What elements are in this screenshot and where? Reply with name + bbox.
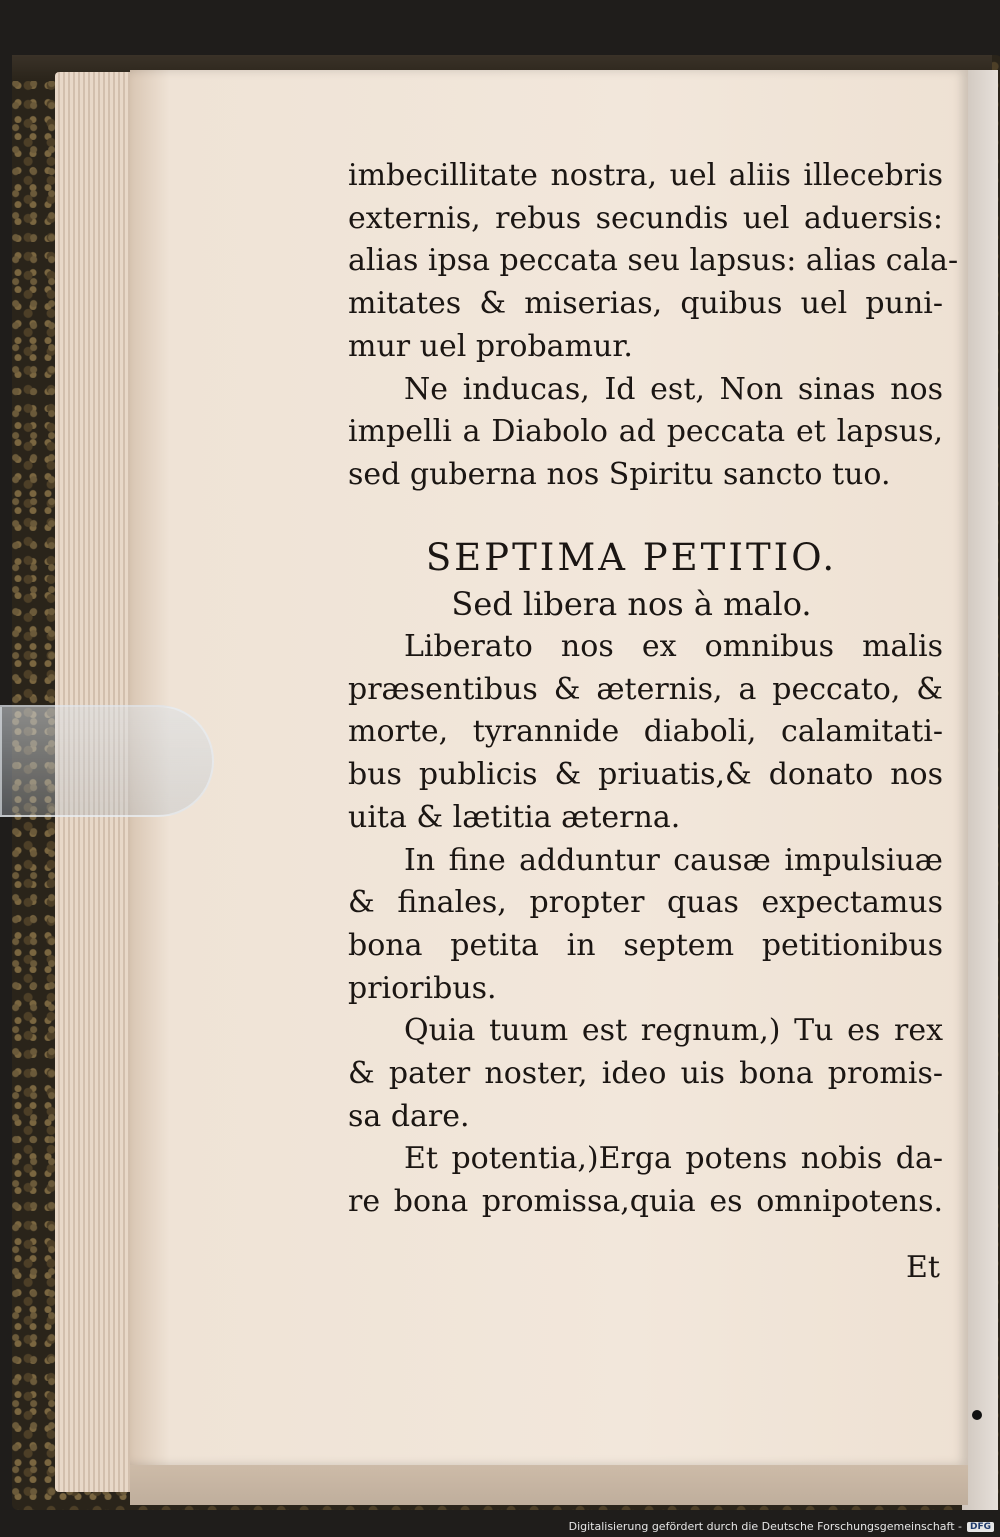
text-line: imbecillitate nostra, uel aliis illecebris: [348, 158, 943, 193]
text-line: Quia tuum est regnum,) Tu es rex: [404, 1013, 943, 1049]
text-line: sa dare.: [348, 1098, 470, 1134]
footer-text: Digitalisierung gefördert durch die Deutsche Forschungsgemeinschaft -: [568, 1520, 962, 1533]
page-bottom-edge: [130, 1465, 968, 1505]
text-line: mitates & miserias, quibus uel puni-: [348, 286, 943, 322]
text-line: externis, rebus secundis uel aduersis:: [348, 200, 943, 236]
text-line: præsentibus & æternis, a peccato, &: [348, 671, 943, 707]
page-text: [348, 155, 959, 1224]
text-line: Liberato nos ex omnibus malis: [404, 629, 943, 665]
text-line: re bona promissa,quia es omnipotens.: [348, 1184, 943, 1220]
section-heading: SEPTIMA PETITIO.: [425, 535, 838, 579]
catchword: Et: [906, 1250, 940, 1285]
text-line: mur uel probamur.: [348, 328, 633, 364]
text-line: Ne inducas, Id est, Non sinas nos: [404, 371, 943, 407]
text-line: & pater noster, ideo uis bona promis-: [348, 1056, 943, 1092]
page-clip: [0, 705, 214, 817]
text-line: In fine adduntur causæ impulsiuæ: [404, 842, 943, 878]
section-subheading: Sed libera nos à malo.: [451, 585, 812, 624]
ink-dot: [972, 1410, 982, 1420]
text-line: & finales, propter quas expectamus: [348, 885, 943, 921]
text-line: uita & lætitia æterna.: [348, 799, 681, 835]
text-line: morte, tyrannide diaboli, calamitati-: [348, 714, 943, 750]
text-line: Et potentia,)Erga potens nobis da-: [404, 1141, 943, 1177]
text-line: impelli a Diabolo ad peccata et lapsus,: [348, 414, 943, 450]
text-line: prioribus.: [348, 970, 497, 1006]
text-line: bona petita in septem petitionibus: [348, 927, 943, 963]
dfg-logo: DFG: [967, 1522, 994, 1532]
text-line: sed guberna nos Spiritu sancto tuo.: [348, 456, 891, 492]
text-line: alias ipsa peccata seu lapsus: alias cala-: [348, 243, 959, 279]
footer-credit: [569, 1520, 994, 1533]
text-line: bus publicis & priuatis,& donato nos: [348, 757, 943, 793]
